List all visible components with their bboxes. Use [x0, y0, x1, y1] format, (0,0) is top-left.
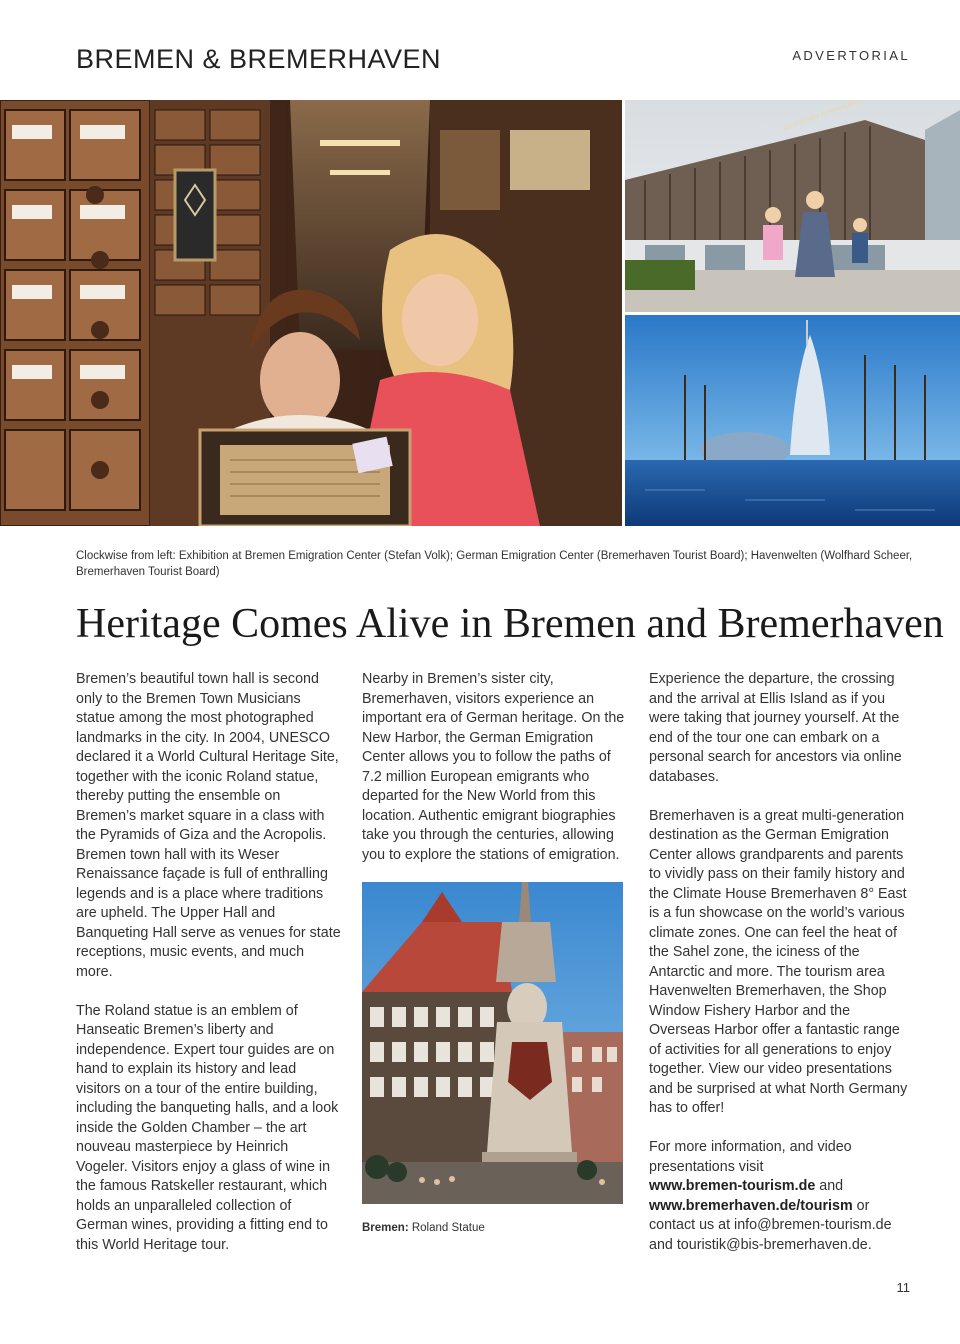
bremen-tourism-link[interactable]: www.bremen-tourism.de — [649, 1178, 816, 1194]
paragraph: Bremen’s beautiful town hall is second only to the Bremen Town Musicians statue among the most photographed landmarks in the city. In 2004, UNESCO declared it a World Cultural Heritage Site, together with the iconic Roland statue, thereby putting the ensemble on Bremen’s market square in a class with the Pyramids of Giza and the Acropolis. Bremen town hall with its Weser Renaissance façade is full of enthralling legends and is a place where traditions are upheld. The Upper Hall and Banqueting Hall serve as venues for state receptions, music events, and much more. — [76, 671, 341, 980]
photo-caption: Clockwise from left: Exhibition at Bremen Emigration Center (Stefan Volk); German Emigration Center (Bremerhaven Tourist Board); Havenwelten (Wolfhard Scheer, Bremerhaven Tourist Board) — [76, 550, 913, 578]
and-text: and — [815, 1178, 844, 1194]
caption-bold: Bremen: — [362, 1222, 409, 1234]
bremerhaven-tourism-link[interactable]: www.bremerhaven.de/tourism — [649, 1197, 853, 1214]
article-headline: Heritage Comes Alive in Bremen and Bremerhaven — [76, 601, 944, 647]
advertorial-label: ADVERTORIAL — [792, 48, 910, 63]
column-2 — [362, 670, 628, 885]
section-title: BREMEN & BREMERHAVEN — [76, 44, 442, 74]
column-1 — [76, 670, 342, 1275]
paragraph: Nearby in Bremen’s sister city, Bremerhaven, visitors experience an important era of German heritage. On the New Harbor, the German Emigration Center allows you to follow the paths of 7.2 million European emigrants who departed for the New World from this location. Authentic emigrant biographies take you through the centuries, allowing you to explore the stations of emigration. — [362, 671, 625, 863]
caption-text: Roland Statue — [408, 1222, 485, 1234]
page-number: 11 — [896, 1280, 910, 1295]
contact-emails: contact us at info@bremen-tourism.de and touristik@bis-bremerhaven.de. — [649, 1217, 892, 1253]
paragraph: Experience the departure, the crossing and the arrival at Ellis Island as if you were taking that journey yourself. At the end of the tour one can embark on a personal search for ancestors via online databases. — [649, 671, 902, 785]
or-text: or — [852, 1197, 870, 1214]
roland-caption — [362, 1222, 485, 1234]
exhibition-photo — [0, 100, 622, 526]
paragraph: Bremerhaven is a great multi-generation destination as the German Emigration Center allows grandparents and parents to vividly pass on their family history and the Climate House Bremerhaven 8° East is a fun showcase on the world’s various climate zones. One can feel the heat of the Sahel zone, the iciness of the Antarctic and more. The tourism area Havenwelten Bremerhaven, the Shop Window Fishery Harbor and the Overseas Harbor offer a fantastic range of activities for all generations to enjoy together. View our video presentations and be surprised at what North Germany has to offer! — [649, 807, 908, 1116]
contact-paragraph — [649, 1138, 914, 1255]
paragraph: The Roland statue is an emblem of Hanseatic Bremen’s liberty and independence. Expert tour guides are on hand to explain its history and lead visitors on a tour of the entire building, including the banqueting halls, and a look inside the Golden Chamber – the art nouveau masterpiece by Heinrich Vogeler. Visitors enjoy a glass of wine in the famous Ratskeller restaurant, which holds an unparalleled collection of German wines, providing a fitting end to this World Heritage tour. — [76, 1002, 339, 1253]
contact-intro: For more information, and video presentations visit — [649, 1139, 852, 1175]
emigration-center-photo — [625, 100, 960, 312]
havenwelten-photo — [625, 315, 960, 526]
roland-statue-photo — [362, 882, 623, 1204]
column-3 — [649, 670, 914, 1275]
